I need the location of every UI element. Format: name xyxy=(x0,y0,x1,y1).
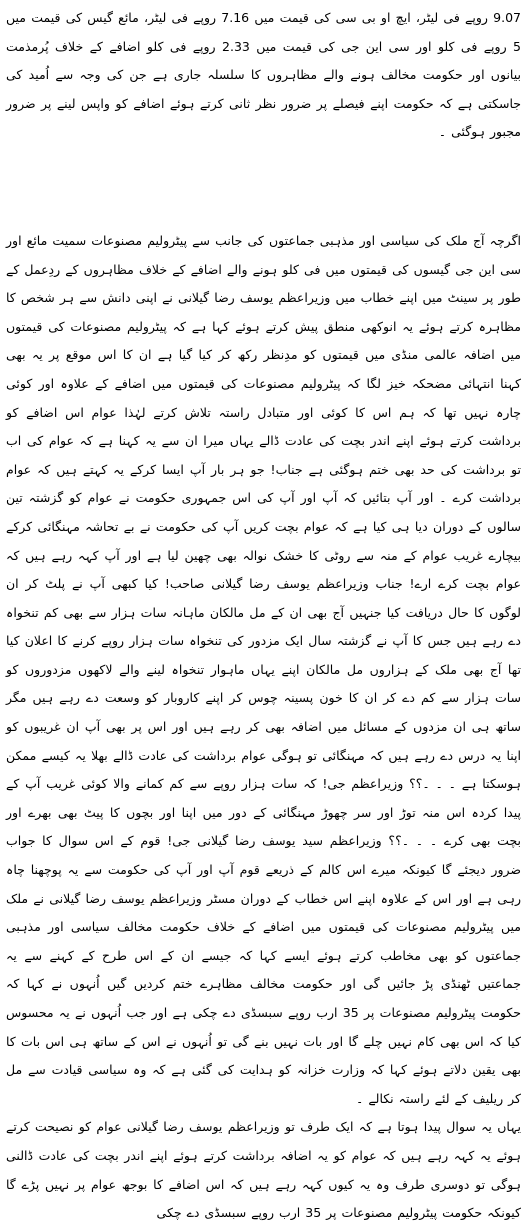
article-paragraph-2: اگرچہ آج ملک کی سیاسی اور مذہبی جماعتوں کی جانب سے پیٹرولیم مصنوعات سمیت مائع اور سی این جی گیسوں کی قیمتوں میں فی کلو ہونے والے اضافے کے خلاف مظاہروں کے ردِعمل کے طور پر سینٹ میں اپنے خطاب میں وزیراعظم یوسف رضا گیلانی نے اپنی دانش سے ہر شخص کا مظاہرہ کرتے ہوئے یہ انوکھی منطق پیش کرتے ہوئے کہا ہے کہ پیٹرولیم مصنوعات کی قیمتوں میں اضافہ عالمی منڈی میں قیمتوں کو مدِنظر رکھ کر کیا گیا ہے ان کا اس موقع پر یہ بھی کہنا انتہائی مضحکہ خیز لگا کہ پیٹرولیم مصنوعات کی قیمتوں میں اضافے کے علاوہ اور کوئی چارہ نہیں تھا کہ ہم اس کا کوئی اور متبادل راستہ تلاش کرتے لہٰذا عوام اس اضافے کو برداشت کرتے ہوئے اپنے اندر بچت کی عادت ڈالے یہاں میرا ان سے یہ کہنا ہے کہ عوام کی اب تو برداشت کی حد بھی ختم ہوگئی ہے جناب! جو ہر بار آپ ایسا کرکے یہ کہتے ہیں کہ عوام برداشت کرے ۔ اور آپ بتائیں کہ آپ اور آپ کی اس جمہوری حکومت نے عوام کو گزشتہ تین سالوں کے دوران دیا ہی کیا ہے کہ عوام بچت کریں آپ کی حکومت نے بے تحاشہ مہنگائی کرکے بیچارے غریب عوام کے منہ سے روٹی کا خشک نوالہ بھی چھین لیا ہے اور آپ کہہ رہے ہیں کہ عوام بچت کرے ارے! جناب وزیراعظم یوسف رضا گیلانی صاحب! کیا کبھی آپ نے پلٹ کر ان لوگوں کا حال دریافت کیا جنہیں آج بھی ان کے مل مالکان ماہانہ سات ہزار سے بھی کم تنخواہ دے رہے ہیں جس کا آپ نے گزشتہ سال ایک مزدور کی تنخواہ سات ہزار روپے کرنے کا اعلان کیا تھا آج بھی ملک کے ہزاروں مل مالکان اپنے یہاں ماہوار تنخواہ لینے والے لاکھوں مزدوروں کو سات ہزار سے کم دے کر ان کا خون پسینہ چوس کر اپنے کاروبار کو وسعت دے رہے ہیں مگر ساتھ ہی ان مزدوں کے مسائل میں اضافہ بھی کر رہے ہیں اور اس پر بھی آپ ان غریبوں کو اپنا یہ درس دے رہے ہیں کہ مہنگائی تو ہوگی عوام برداشت کی عادت ڈالے بھلا یہ کیسے ممکن ہوسکتا ہے ۔ ۔ ۔؟؟ وزیراعظم جی! کہ سات ہزار روپے سے کم کمانے والا کوئی غریب آپ کے پیدا کردہ اس منہ توڑ اور سر چھوڑ مہنگائی کے دور میں اپنا اور بچوں کا پیٹ بھی بھرے اور بچت بھی کرے ۔ ۔ ۔؟؟ وزیراعظم سید یوسف رضا گیلانی جی! قوم کے اس سوال کا جواب ضرور دیجئے گا کیونکہ میرے اس کالم کے ذریعے قوم آپ اور آپ کی حکومت سے یہ پوچھنا چاہ رہی ہے اور اس کے علاوہ اپنے اس خطاب کے دوران مسٹر وزیراعظم یوسف رضا گیلانی نے ملک میں پیٹرولیم مصنوعات کی قیمتوں میں اضافے کے خلاف حکومت مخالف سیاسی اور مذہبی جماعتوں کو بھی مخاطب کرتے ہوئے ایسے کہا کہ جیسے ان کے اس طرح کے کہنے سے یہ جماعتیں ٹھنڈی پڑ جائیں گی اور حکومت مخالف مظاہرے ختم کردیں گیں اُنہوں نے کہا کہ حکومت پیٹرولیم مصنوعات پر 35 ارب روپے سبسڈی دے چکی ہے اور جب اُنہوں نے یہ محسوس کیا کہ اس بھی کام نہیں چلے گا اور بات نہیں بنے گی تو اُنہوں نے اس کے ساتھ ہی اس بات کا بھی یقین دلاتے ہوئے کہا کہ وزارت خزانہ کو ہدایت کی گئی ہے کہ وہ سیاسی قیادت سے مل کر ریلیف کے لئے راستہ نکالے ۔ xyxy=(6,232,521,1106)
article-paragraph-3: یہاں یہ سوال پیدا ہوتا ہے کہ ایک طرف تو وزیراعظم یوسف رضا گیلانی عوام کو نصیحت کرتے ہوئے یہ کہہ رہے ہیں کہ عوام کو یہ اضافہ برداشت کرتے ہوئے اپنے اندر بچت کی عادت ڈالنی ہوگی تو دوسری طرف وہ یہ کیوں کہہ رہے ہیں کہ اس اضافے کا بوجھ عوام پر نہیں پڑے گا کیونکہ حکومت پیٹرولیم مصنوعات پر 35 ارب روپے سبسڈی دے چکی xyxy=(6,1119,521,1221)
article-paragraph-1: 9.07 روپے فی لیٹر، ایچ او بی سی کی قیمت میں 7.16 روپے فی لیٹر، مائع گیس کی قیمت میں 5 روپے فی کلو اور سی این جی کی قیمت میں 2.33 روپے فی کلو اضافے کے خلاف پُرمذمت بیانوں اور حکومت مخالف ہونے والے مظاہروں کا سلسلہ جاری ہے جن کی وجہ سے اُمید کی جاسکتی ہے کہ حکومت اپنے فیصلے پر ضرور نظر ثانی کرتے ہوئے اضافے کو واپس لینے پر ضرور مجبور ہوگئی ۔ xyxy=(6,10,521,140)
article-body xyxy=(6,4,521,1228)
paragraph-gap xyxy=(6,147,521,227)
